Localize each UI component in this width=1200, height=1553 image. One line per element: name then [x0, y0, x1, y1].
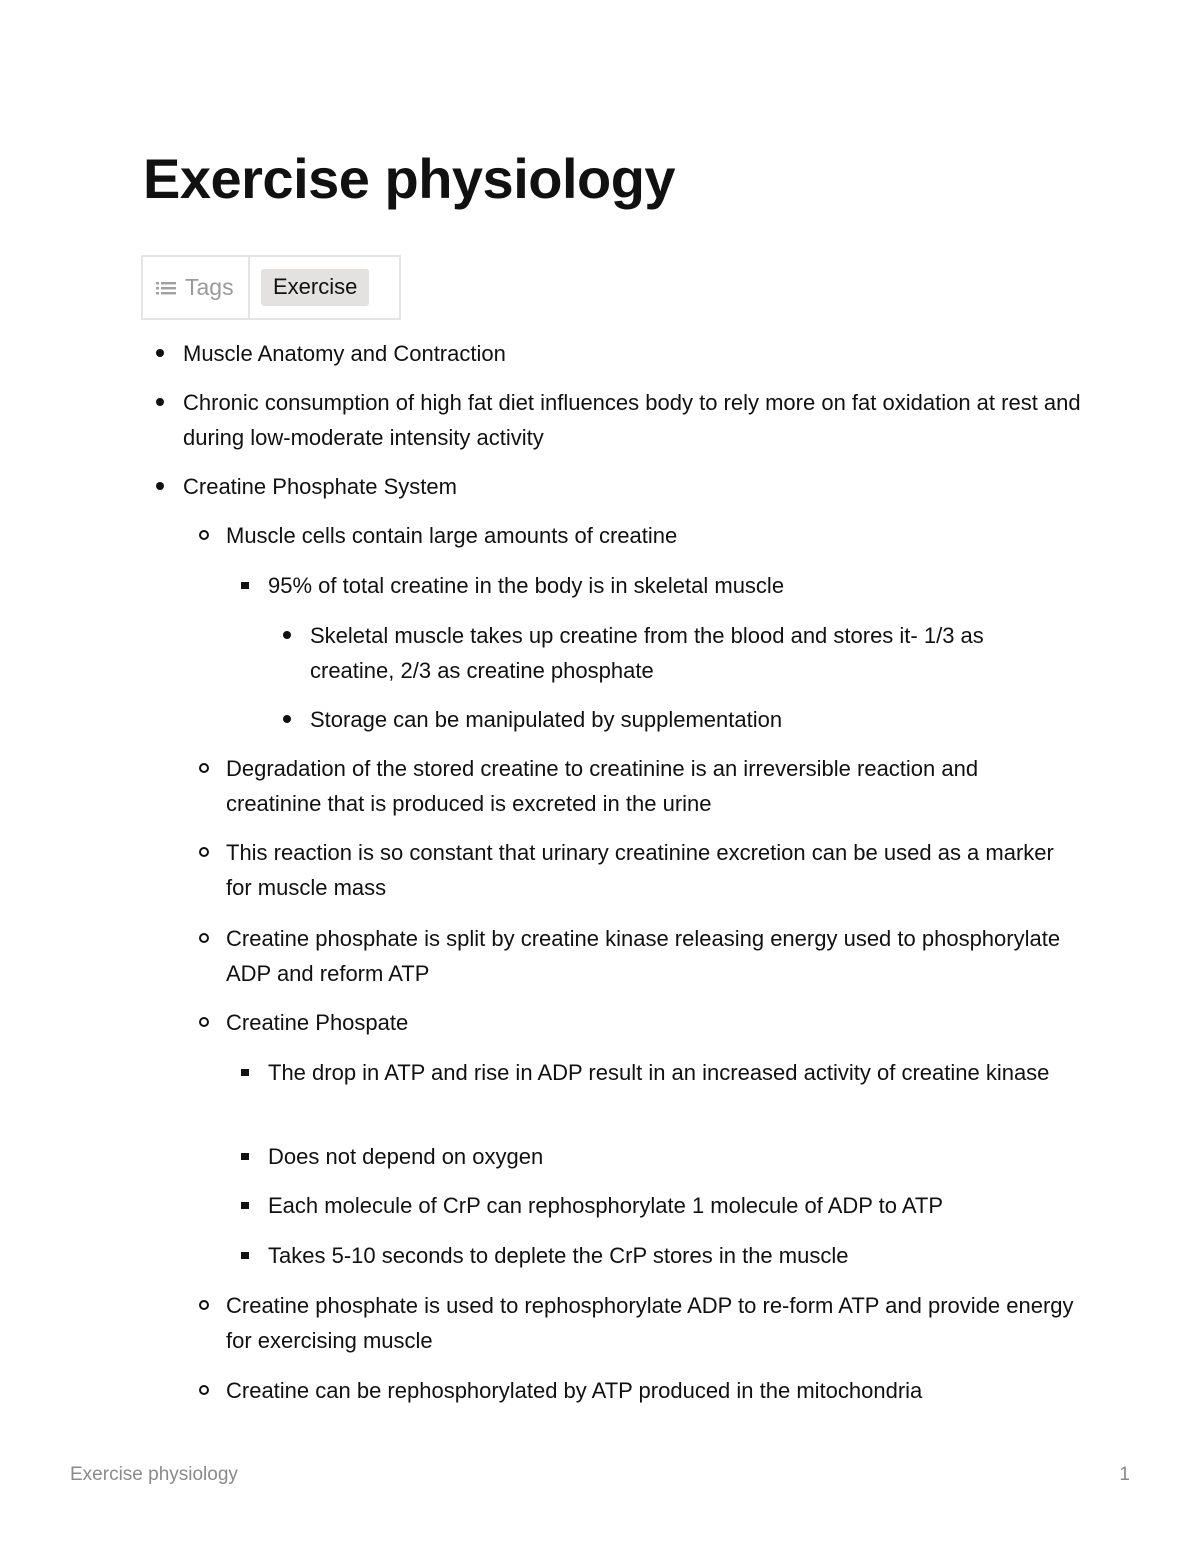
list-item: The drop in ATP and rise in ADP result in an increased activity of creatine kinase [268, 1055, 1068, 1090]
bullet-disc-icon [156, 349, 164, 357]
list-item: Creatine phosphate is split by creatine kinase releasing energy used to phosphorylate ADP and reform ATP [226, 921, 1076, 991]
list-item: Each molecule of CrP can rephosphorylate 1 molecule of ADP to ATP [268, 1188, 1068, 1223]
bullet-circle-icon [199, 1017, 209, 1027]
bullet-square-icon [241, 1252, 249, 1259]
bullet-disc-icon [283, 715, 291, 723]
page-title: Exercise physiology [143, 147, 676, 210]
list-item: Skeletal muscle takes up creatine from the blood and stores it- 1/3 as creatine, 2/3 as creatine phosphate [310, 618, 1070, 688]
bullet-circle-icon [199, 933, 209, 943]
bullet-square-icon [241, 1153, 249, 1160]
bullet-square-icon [241, 1202, 249, 1209]
list-item: Muscle Anatomy and Contraction [183, 336, 1083, 371]
bullet-disc-icon [156, 398, 164, 406]
list-item: Does not depend on oxygen [268, 1139, 1068, 1174]
list-item: Muscle cells contain large amounts of creatine [226, 518, 1076, 553]
tags-label: Tags [185, 274, 234, 300]
tag-badge[interactable]: Exercise [261, 269, 369, 306]
bullet-circle-icon [199, 1300, 209, 1310]
list-item: Creatine can be rephosphorylated by ATP produced in the mitochondria [226, 1373, 1076, 1408]
bullet-square-icon [241, 1069, 249, 1076]
page-footer [70, 1464, 1130, 1486]
bullet-disc-icon [156, 482, 164, 490]
list-item: Creatine Phosphate System [183, 469, 1083, 504]
list-item: Takes 5-10 seconds to deplete the CrP stores in the muscle [268, 1238, 1068, 1273]
bullet-circle-icon [199, 847, 209, 857]
bullet-circle-icon [199, 763, 209, 773]
footer-doc-title: Exercise physiology [70, 1464, 238, 1485]
list-item: This reaction is so constant that urinary creatinine excretion can be used as a marker for muscle mass [226, 835, 1076, 905]
properties-table [141, 255, 401, 320]
bullet-square-icon [241, 582, 249, 589]
list-item: 95% of total creatine in the body is in skeletal muscle [268, 568, 1068, 603]
bullet-circle-icon [199, 1385, 209, 1395]
list-icon [156, 280, 176, 296]
list-item: Chronic consumption of high fat diet influences body to rely more on fat oxidation at rest and during low-moderate intensity activity [183, 385, 1083, 455]
tags-property-label[interactable] [143, 257, 250, 318]
list-item: Creatine Phospate [226, 1005, 1076, 1040]
tags-property-value[interactable] [250, 257, 399, 318]
bullet-disc-icon [283, 631, 291, 639]
list-item: Creatine phosphate is used to rephosphorylate ADP to re-form ATP and provide energy for exercising muscle [226, 1288, 1076, 1358]
list-item: Degradation of the stored creatine to creatinine is an irreversible reaction and creatinine that is produced is excreted in the urine [226, 751, 1076, 821]
page-number: 1 [1119, 1464, 1130, 1485]
bullet-circle-icon [199, 530, 209, 540]
list-item: Storage can be manipulated by supplementation [310, 702, 1070, 737]
